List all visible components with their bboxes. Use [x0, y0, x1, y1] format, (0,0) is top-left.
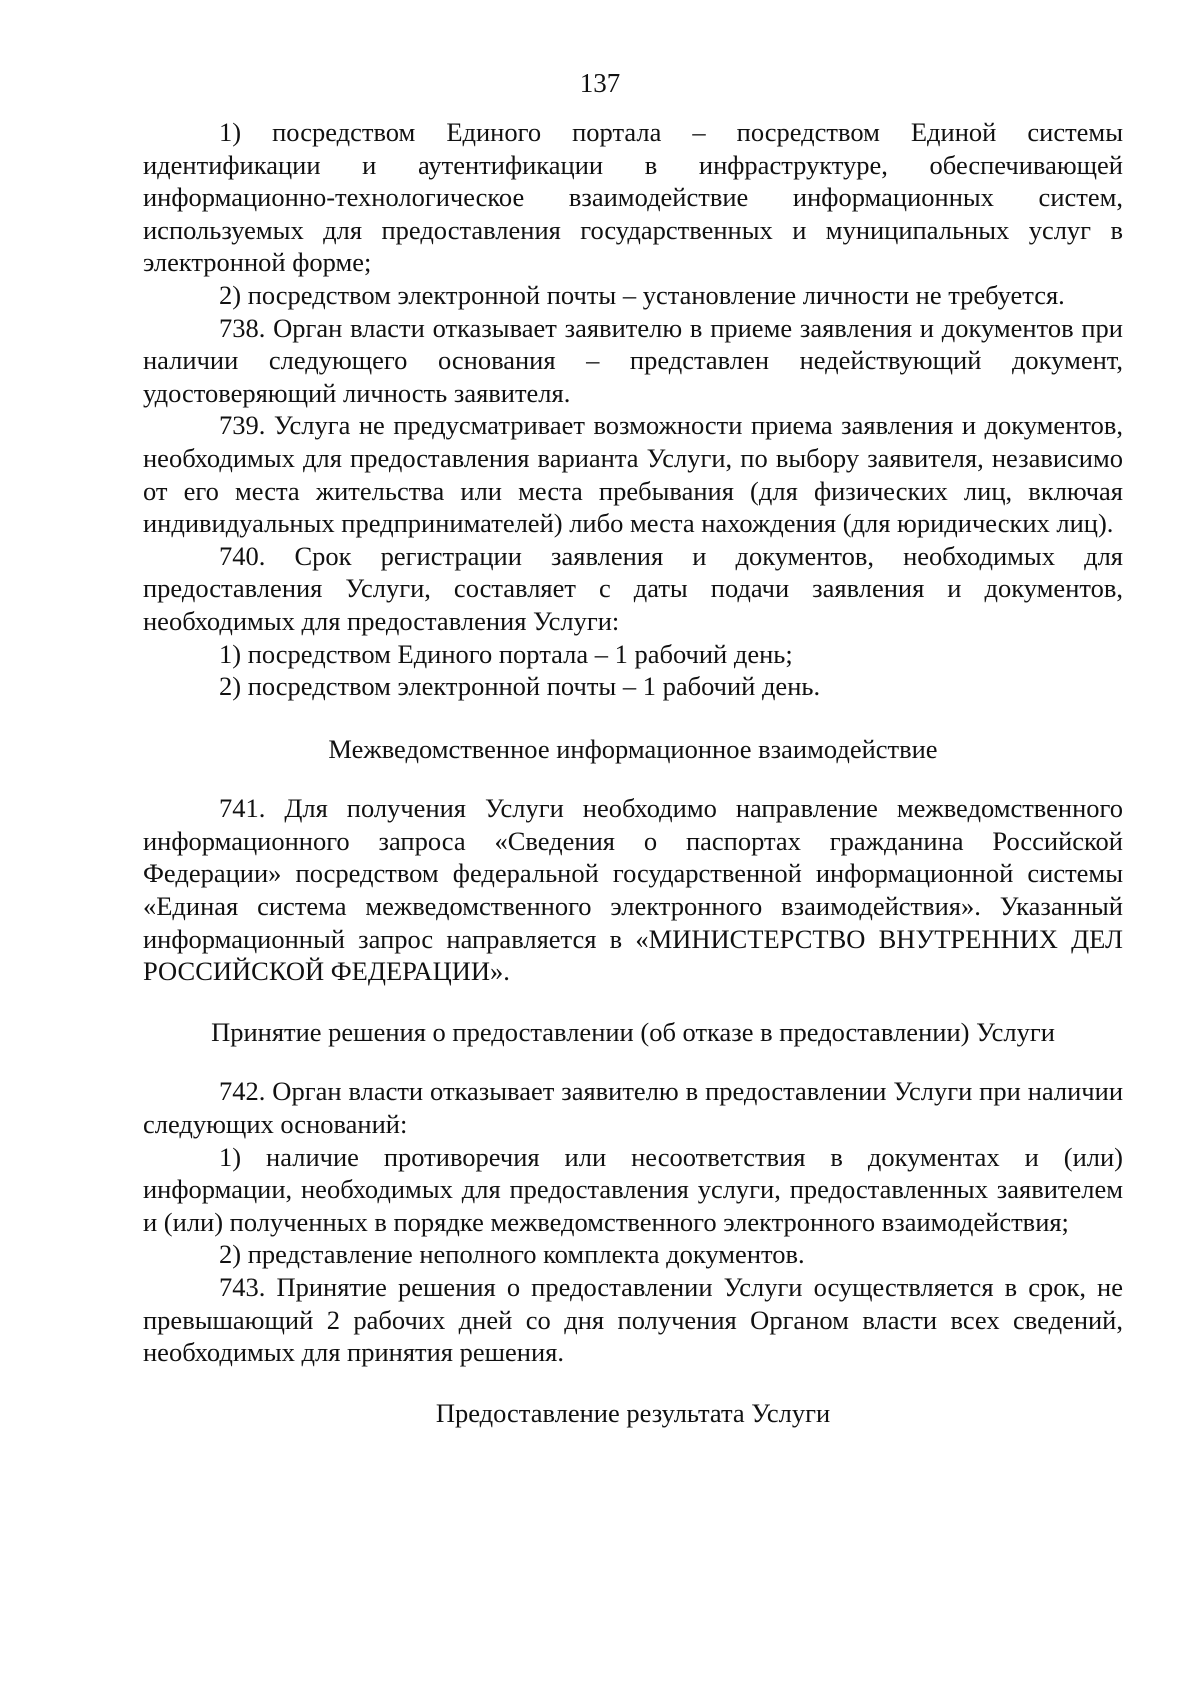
document-body: [143, 116, 1123, 1456]
section-heading-result: Предоставление результата Услуги: [435, 1397, 831, 1428]
paragraph-739: 739. Услуга не предусматривает возможности приема заявления и документов, необходимых для предоставления варианта Услуги, по выбору заявителя, независимо от его места жительства или места пребывания (для физических лиц, включая индивидуальных предпринимателей) либо места нахождения (для юридических лиц).: [143, 410, 1123, 539]
paragraph-email-identification: 2) посредством электронной почты – установление личности не требуется.: [219, 279, 1065, 310]
paragraph-740: 740. Срок регистрации заявления и документов, необходимых для предоставления Услуги, составляет с даты подачи заявления и документов, необходимых для предоставления Услуги:: [143, 540, 1123, 636]
paragraph-portal-identification: 1) посредством Единого портала – посредством Единой системы идентификации и аутентификации в инфраструктуре, обеспечивающей информационно-технологическое взаимодействие информационных систем, используемых для предоставления государственных и муниципальных услуг в электронной форме;: [143, 117, 1123, 278]
paragraph-740-item-1: 1) посредством Единого портала – 1 рабочий день;: [219, 638, 793, 669]
paragraph-743: 743. Принятие решения о предоставлении Услуги осуществляется в срок, не превышающий 2 рабочих дней со дня получения Органом власти всех сведений, необходимых для принятия решения.: [143, 1272, 1123, 1368]
section-heading-interagency: Межведомственное информационное взаимодействие: [328, 733, 938, 764]
paragraph-742-item-1: 1) наличие противоречия или несоответствия в документах и (или) информации, необходимых для предоставления услуги, предоставленных заявителем и (или) полученных в порядке межведомственного электронного взаимодействия;: [143, 1141, 1123, 1237]
paragraph-742-item-2: 2) представление неполного комплекта документов.: [219, 1239, 805, 1270]
paragraph-742: 742. Орган власти отказывает заявителю в предоставлении Услуги при наличии следующих оснований:: [143, 1076, 1123, 1140]
paragraph-741: 741. Для получения Услуги необходимо направление межведомственного информационного запроса «Сведения о паспортах гражданина Российской Федерации» посредством федеральной государственной информационной системы «Единая система межведомственного электронного взаимодействия». Указанный информационный запрос направляется в «МИНИСТЕРСТВО ВНУТРЕННИХ ДЕЛ РОССИЙСКОЙ ФЕДЕРАЦИИ».: [143, 793, 1123, 987]
paragraph-740-item-2: 2) посредством электронной почты – 1 рабочий день.: [219, 671, 821, 702]
page-number: 137: [579, 68, 621, 98]
paragraph-738: 738. Орган власти отказывает заявителю в приеме заявления и документов при наличии следующего основания – представлен недействующий документ, удостоверяющий личность заявителя.: [143, 312, 1123, 408]
section-heading-decision: Принятие решения о предоставлении (об отказе в предоставлении) Услуги: [211, 1016, 1055, 1047]
